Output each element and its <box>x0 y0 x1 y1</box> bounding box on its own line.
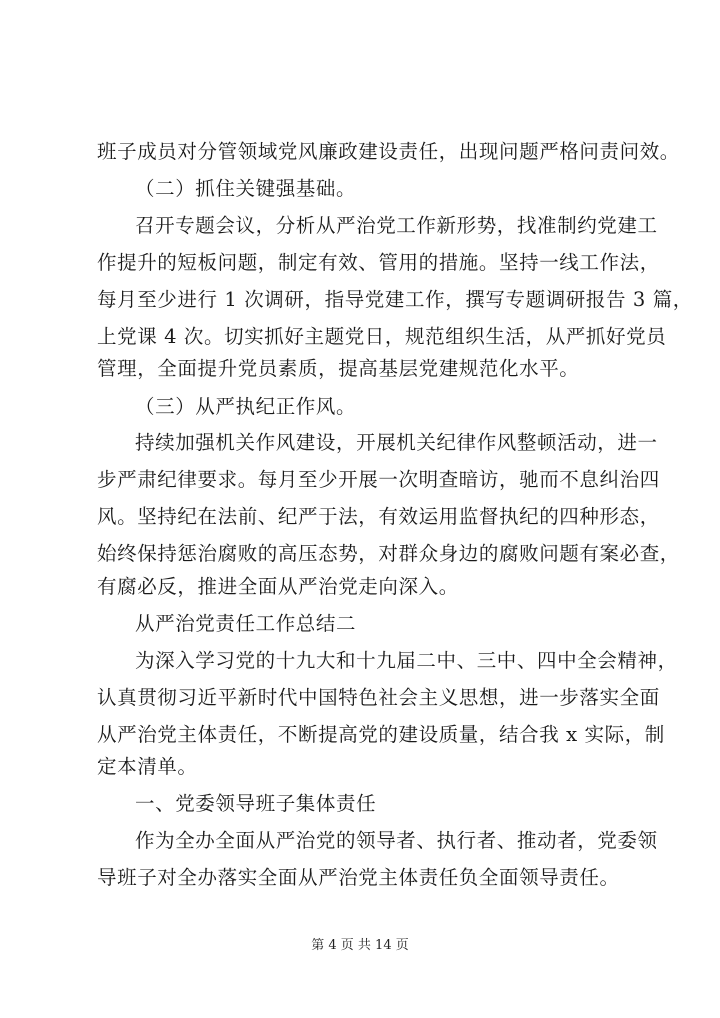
text-line: 为深入学习党的十九大和十九届二中、三中、四中全会精神， <box>135 649 678 672</box>
text-line: 有腐必反，推进全面从严治党走向深入。 <box>97 575 459 598</box>
text-line: 定本清单。 <box>97 755 198 778</box>
text-line: 持续加强机关作风建设，开展机关纪律作风整顿活动，进一 <box>135 431 658 454</box>
text-line: 始终保持惩治腐败的高压态势，对群众身边的腐败问题有案必查， <box>97 542 680 565</box>
article-title: 从严治党责任工作总结二 <box>135 612 357 635</box>
text-line: 召开专题会议，分析从严治党工作新形势，找准制约党建工 <box>135 214 658 237</box>
text-line: 班子成员对分管领域党风廉政建设责任，出现问题严格问责问效。 <box>97 140 680 163</box>
text-line: 步严肃纪律要求。每月至少开展一次明查暗访，驰而不息纠治四 <box>97 468 660 491</box>
text-line: 认真贯彻习近平新时代中国特色社会主义思想，进一步落实全面 <box>97 686 660 709</box>
text-line: 风。坚持纪在法前、纪严于法，有效运用监督执纪的四种形态， <box>97 505 660 528</box>
text-line: 管理，全面提升党员素质，提高基层党建规范化水平。 <box>97 357 580 380</box>
text-line: 上党课 4 次。切实抓好主题党日，规范组织生活，从严抓好党员 <box>97 325 667 348</box>
text-line: 每月至少进行 1 次调研，指导党建工作，撰写专题调研报告 3 篇， <box>97 288 693 311</box>
text-line: 作为全办全面从严治党的领导者、执行者、推动者，党委领 <box>135 829 658 852</box>
text-line: 导班子对全办落实全面从严治党主体责任负全面领导责任。 <box>97 866 620 889</box>
section-heading: 一、党委领导班子集体责任 <box>135 792 377 815</box>
section-heading: （二）抓住关键强基础。 <box>135 177 357 200</box>
page-number-footer: 第 4 页 共 14 页 <box>311 938 409 953</box>
text-line: 作提升的短板问题，制定有效、管用的措施。坚持一线工作法， <box>97 251 660 274</box>
section-heading: （三）从严执纪正作风。 <box>135 395 357 418</box>
text-line: 从严治党主体责任，不断提高党的建设质量，结合我 x 实际，制 <box>97 723 665 746</box>
